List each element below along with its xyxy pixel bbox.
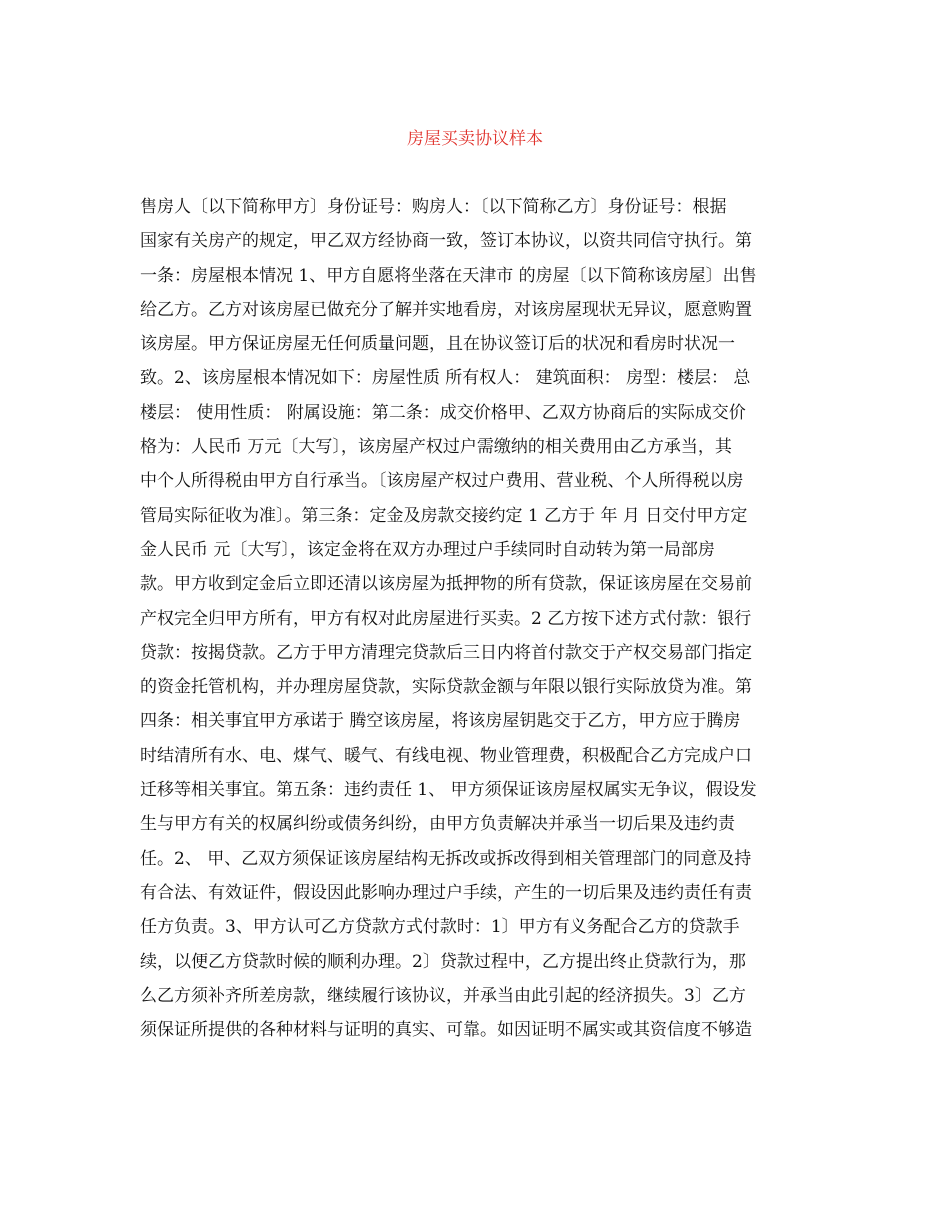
body-line: 时结清所有水、电、煤气、暖气、有线电视、物业管理费，积极配合乙方完成户口 [140, 745, 752, 766]
body-line: 国家有关房产的规定，甲乙双方经协商一致，签订本协议，以资共同信守执行。第 [140, 231, 752, 252]
body-line: 么乙方须补齐所差房款，继续履行该协议，并承当由此引起的经济损失。3〕乙方 [140, 985, 746, 1006]
document-body [140, 190, 820, 1047]
body-line: 款。甲方收到定金后立即还清以该房屋为抵押物的所有贷款，保证该房屋在交易前 [140, 574, 752, 595]
body-line: 格为：人民币 万元〔大写〕，该房屋产权过户需缴纳的相关费用由乙方承当，其 [140, 437, 732, 458]
body-line: 生与甲方有关的权属纠纷或债务纠纷，由甲方负责解决并承当一切后果及违约责 [140, 814, 735, 835]
body-line: 续，以便乙方贷款时候的顺利办理。2〕贷款过程中，乙方提出终止贷款行为，那 [140, 951, 746, 972]
body-line: 产权完全归甲方所有，甲方有权对此房屋进行买卖。2 乙方按下述方式付款：银行 [140, 608, 752, 629]
body-line: 的资金托管机构，并办理房屋贷款，实际贷款金额与年限以银行实际放贷为准。第 [140, 677, 752, 698]
body-line: 楼层： 使用性质： 附属设施：第二条：成交价格甲、乙双方协商后的实际成交价 [140, 402, 746, 423]
body-line: 任方负责。3、甲方认可乙方贷款方式付款时：1〕甲方有义务配合乙方的贷款手 [140, 917, 740, 938]
body-line: 该房屋。甲方保证房屋无任何质量问题，且在协议签订后的状况和看房时状况一 [140, 334, 735, 355]
body-line: 一条：房屋根本情况 1、甲方自愿将坐落在天津市 的房屋〔以下简称该房屋〕出售 [140, 265, 757, 286]
body-line: 任。2、 甲、乙双方须保证该房屋结构无拆改或拆改得到相关管理部门的同意及持 [140, 848, 752, 869]
body-line: 须保证所提供的各种材料与证明的真实、可靠。如因证明不属实或其资信度不够造 [140, 1020, 752, 1041]
body-line: 售房人〔以下简称甲方〕身份证号：购房人：〔以下简称乙方〕身份证号：根据 [140, 197, 727, 217]
body-line: 管局实际征收为准〕。第三条：定金及房款交接约定 1 乙方于 年 月 日交付甲方定 [140, 505, 748, 526]
body-line: 贷款：按揭贷款。乙方于甲方清理完贷款后三日内将首付款交于产权交易部门指定 [140, 642, 752, 663]
body-line: 给乙方。乙方对该房屋已做充分了解并实地看房，对该房屋现状无异议，愿意购置 [140, 299, 752, 320]
body-line: 迁移等相关事宜。第五条：违约责任 1、 甲方须保证该房屋权属实无争议，假设发 [140, 780, 757, 801]
body-line: 致。2、该房屋根本情况如下：房屋性质 所有权人： 建筑面积： 房型：楼层： 总 [140, 368, 751, 389]
body-line: 四条：相关事宜甲方承诺于 腾空该房屋，将该房屋钥匙交于乙方，甲方应于腾房 [140, 711, 741, 732]
body-line: 有合法、有效证件，假设因此影响办理过户手续，产生的一切后果及违约责任有责 [140, 882, 752, 903]
document-title: 房屋买卖协议样本 [407, 129, 543, 149]
body-line: 中个人所得税由甲方自行承当。〔该房屋产权过户费用、营业税、个人所得税以房 [140, 471, 744, 492]
body-line: 金人民币 元〔大写〕，该定金将在双方办理过户手续同时自动转为第一局部房 [140, 539, 715, 560]
